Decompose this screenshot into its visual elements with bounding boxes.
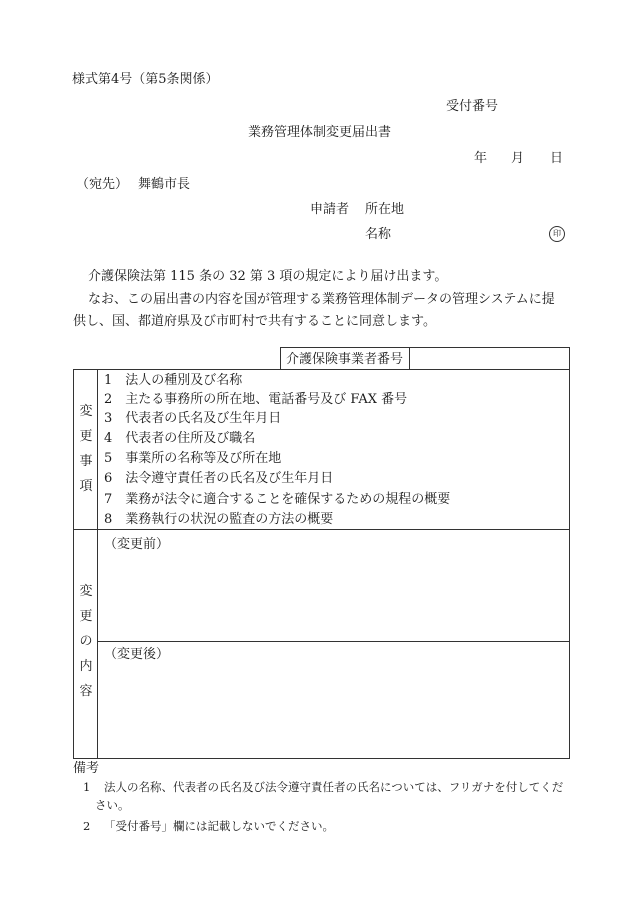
list-item: 4 代表者の住所及び職名 <box>104 431 256 446</box>
list-item: 6 法令遵守責任者の氏名及び生年月日 <box>104 471 334 486</box>
addressee-name: 舞鶴市長 <box>138 177 191 192</box>
addressee-label: （宛先） <box>76 177 129 192</box>
remark-1-line-1: 法人の名称、代表者の氏名及び法令遵守責任者の氏名については、フリガナを付してくだ <box>104 780 564 794</box>
date-year-label: 年 <box>474 151 488 166</box>
change-items-header: 変 更 事 項 <box>79 404 93 494</box>
list-item: 3 代表者の氏名及び生年月日 <box>104 411 282 426</box>
after-change-label: （変更後） <box>104 647 170 662</box>
list-item: 5 事業所の名称等及び所在地 <box>104 451 282 466</box>
applicant-address-label: 所在地 <box>365 202 405 217</box>
change-content-header: 変 更 の 内 容 <box>79 584 93 699</box>
before-change-field[interactable] <box>98 556 568 640</box>
document-title: 業務管理体制変更届出書 <box>248 125 392 140</box>
provider-number-label: 介護保険事業者番号 <box>286 352 404 367</box>
list-item: 2 主たる事務所の所在地、電話番号及び FAX 番号 <box>104 392 408 407</box>
date-day-label: 日 <box>550 151 564 166</box>
remark-1-number: 1 <box>83 780 91 794</box>
statement-line-3: 供し、国、都道府県及び市町村で共有することに同意します。 <box>73 314 436 329</box>
remark-2-number: 2 <box>83 819 91 833</box>
remarks-title: 備考 <box>73 761 100 776</box>
remark-1-line-2: さい。 <box>95 798 130 812</box>
list-item: 7 業務が法令に適合することを確保するための規程の概要 <box>104 492 451 507</box>
date-month-label: 月 <box>511 151 525 166</box>
after-change-field[interactable] <box>98 666 568 758</box>
statement-line-2: なお、この届出書の内容を国が管理する業務管理体制データの管理システムに提 <box>88 292 555 307</box>
before-change-label: （変更前） <box>104 537 170 552</box>
list-item: 8 業務執行の状況の監査の方法の概要 <box>104 512 334 527</box>
applicant-name-label: 名称 <box>365 227 392 242</box>
remark-2-text: 「受付番号」欄には記載しないでください。 <box>104 819 334 833</box>
list-item: 1 法人の種別及び名称 <box>104 373 243 388</box>
seal-mark-icon: 印 <box>549 226 565 242</box>
form-number: 様式第4号（第5条関係） <box>72 72 219 87</box>
statement-line-1: 介護保険法第 115 条の 32 第 3 項の規定により届け出ます。 <box>88 269 448 284</box>
applicant-label: 申請者 <box>310 202 350 217</box>
reception-number-label: 受付番号 <box>446 99 499 114</box>
